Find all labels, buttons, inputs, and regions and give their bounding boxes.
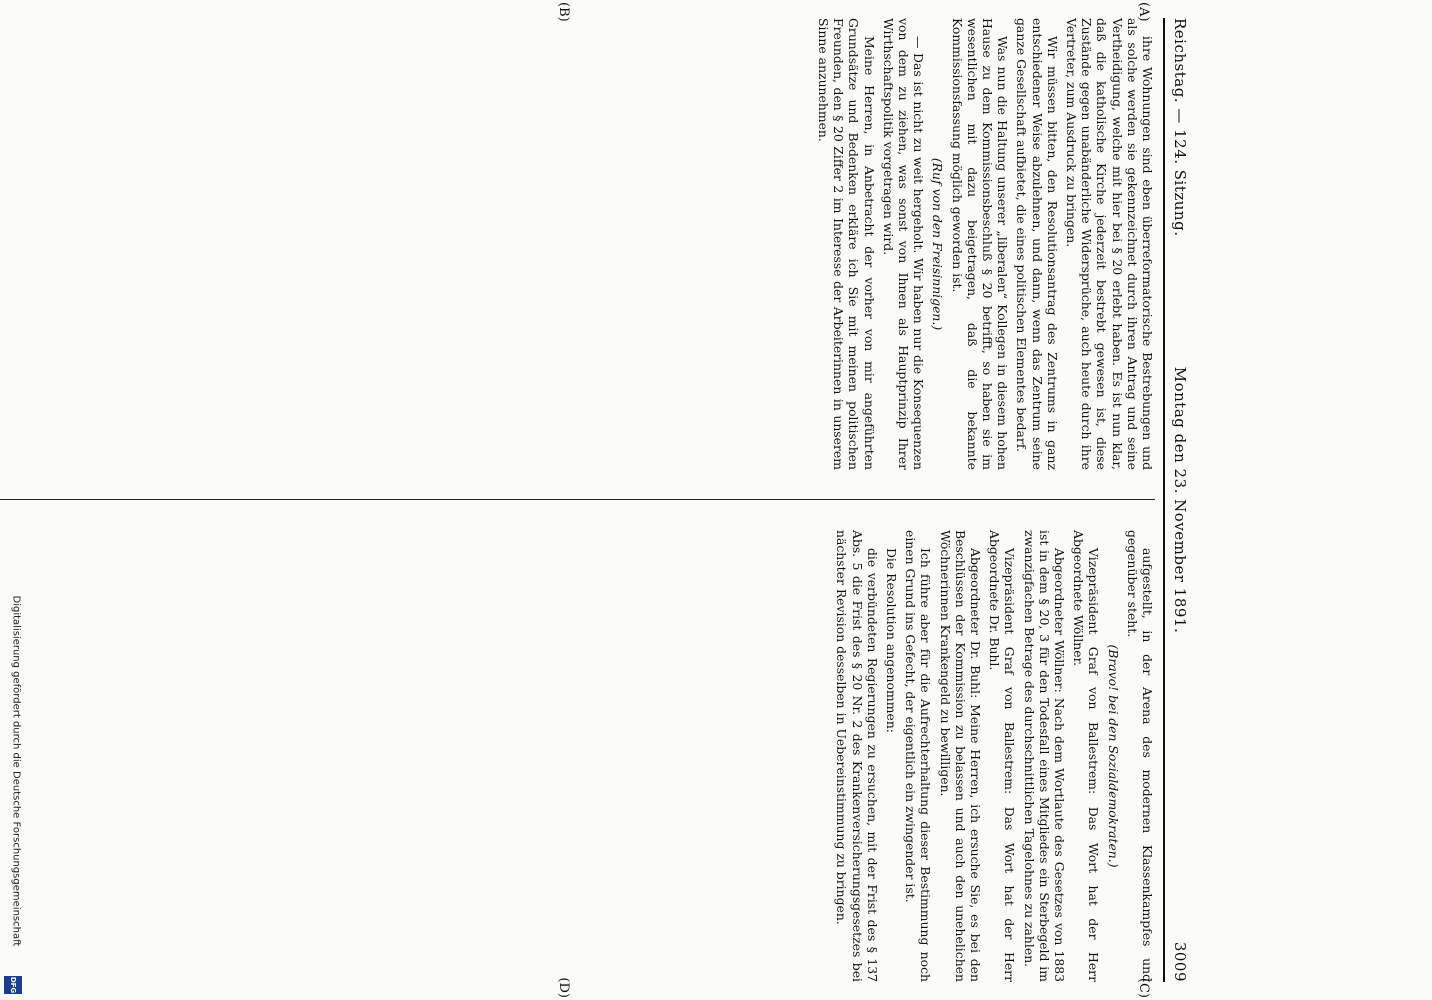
dfg-logo: DFG <box>4 976 22 994</box>
right-paragraph: Abgeordneter Dr. Buhl: Meine Herren, ich ersuche Sie, es bei den Beschlüssen der Kommission zu belassen und auch den unehelichen Wöchnerinnen Krankengeld zu bewilligen. <box>937 530 983 982</box>
header-left: Reichstag. — 124. Sitzung. <box>1171 18 1189 237</box>
left-interjection: (Ruf von den Freisinnigen.) <box>930 157 946 331</box>
right-paragraph: die verbündeten Regierungen zu ersuchen, mit der Frist des § 137 Abs. 5 die Frist des § 20 Nr. 2 des Krankenversicherungsgesetzes bei nächster Revision desselben in Uebereinstimmung zu bringen. <box>834 530 880 982</box>
right-paragraph: Die Resolution angenommen: <box>883 548 899 733</box>
margin-marker-b: (B) <box>556 2 571 22</box>
left-paragraph: Wir müssen bitten, den Resolutionsantrag des Zentrums in ganz entschiedener Weise abzulehnen, und dann, wenn das Zentrum seine ganze Gesellschaft aufbietet, die eines politischen Elementes bedarf. <box>1014 18 1060 470</box>
page-header <box>1167 18 1189 982</box>
margin-marker-c: (C) <box>1136 977 1151 998</box>
left-column <box>0 18 1155 470</box>
left-paragraph: Was nun die Haltung unserer „liberalen“ Kollegen in diesem hohen Hause zu dem Kommissionsbeschluß § 20 betrifft, so haben sie im wesentlichen mit dazu beigetragen, daß die bekannte Kommissionsfassung möglich geworden ist. <box>949 18 1011 470</box>
right-paragraph: Vizepräsident Graf von Ballestrem: Das Wort hat der Herr Abgeordnete Wöllner. <box>1071 530 1102 982</box>
right-paragraph: Ich führe aber für die Aufrechterhaltung dieser Bestimmung noch einen Grund ins Gefecht, der eigentlich ein zwingender ist. <box>903 530 934 982</box>
right-paragraph: aufgestellt, in der Arena des modernen Klassenkampfes und gegenüber steht. <box>1124 530 1155 982</box>
page-number: 3009 <box>1171 941 1189 982</box>
margin-marker-d: (D) <box>556 977 571 998</box>
left-paragraph: — Das ist nicht zu weit hergeholt. Wir haben nur die Konsequenzen von dem zu ziehen, was sonst von Ihnen als Hauptprinzip Ihrer Wirthschaftspolitik vorgetragen wird. <box>880 18 927 470</box>
header-date: Montag den 23. November 1891. <box>1171 366 1189 634</box>
margin-marker-a: (A) <box>1136 2 1151 22</box>
left-paragraph: ihre Wohnungen sind eben überreformatorische Bestrebungen und als solche werden sie gekennzeichnet durch ihren Antrag und seine Vertheidigung, welche mit hier bei § 20 erlebt haben. Es ist nun klar, daß die katholische Kirche jederzeit bestrebt gewesen ist, diese Zustände gegen unabänderliche Widersprüche, auch heute durch ihre Vertreter, zum Ausdruck zu bringen. <box>1063 18 1155 470</box>
header-rule <box>1163 18 1165 982</box>
right-paragraph: Vizepräsident Graf von Ballestrem: Das Wort hat der Herr Abgeordnete Dr. Buhl. <box>987 530 1018 982</box>
digitization-credit <box>6 595 22 1000</box>
left-paragraph: Meine Herren, in Anbetracht der vorher von mir angeführten Grundsätze und Bedenken erkläre ich Sie mit meinen politischen Freunden, den § 20 Ziffer 2 im Interesse der Arbeiterinnen in unserem Sinne anzunehmen. <box>815 18 877 470</box>
right-paragraph: Abgeordneter Wöllner: Nach dem Wortlaute des Gesetzes von 1883 ist in dem § 20, 3 für den Todesfall eines Mitgliedes ein Sterbegeld im zwanzigfachen Betrage des durchschnittlichen Tagelohnes zu zahlen. <box>1021 530 1067 982</box>
column-divider <box>0 499 1155 500</box>
right-interjection: (Bravo! bei den Sozialdemokraten.) <box>1105 644 1121 868</box>
right-column <box>0 530 1155 982</box>
digitization-credit-text: Digitalisierung gefördert durch die Deutsche Forschungsgemeinschaft <box>10 595 22 947</box>
